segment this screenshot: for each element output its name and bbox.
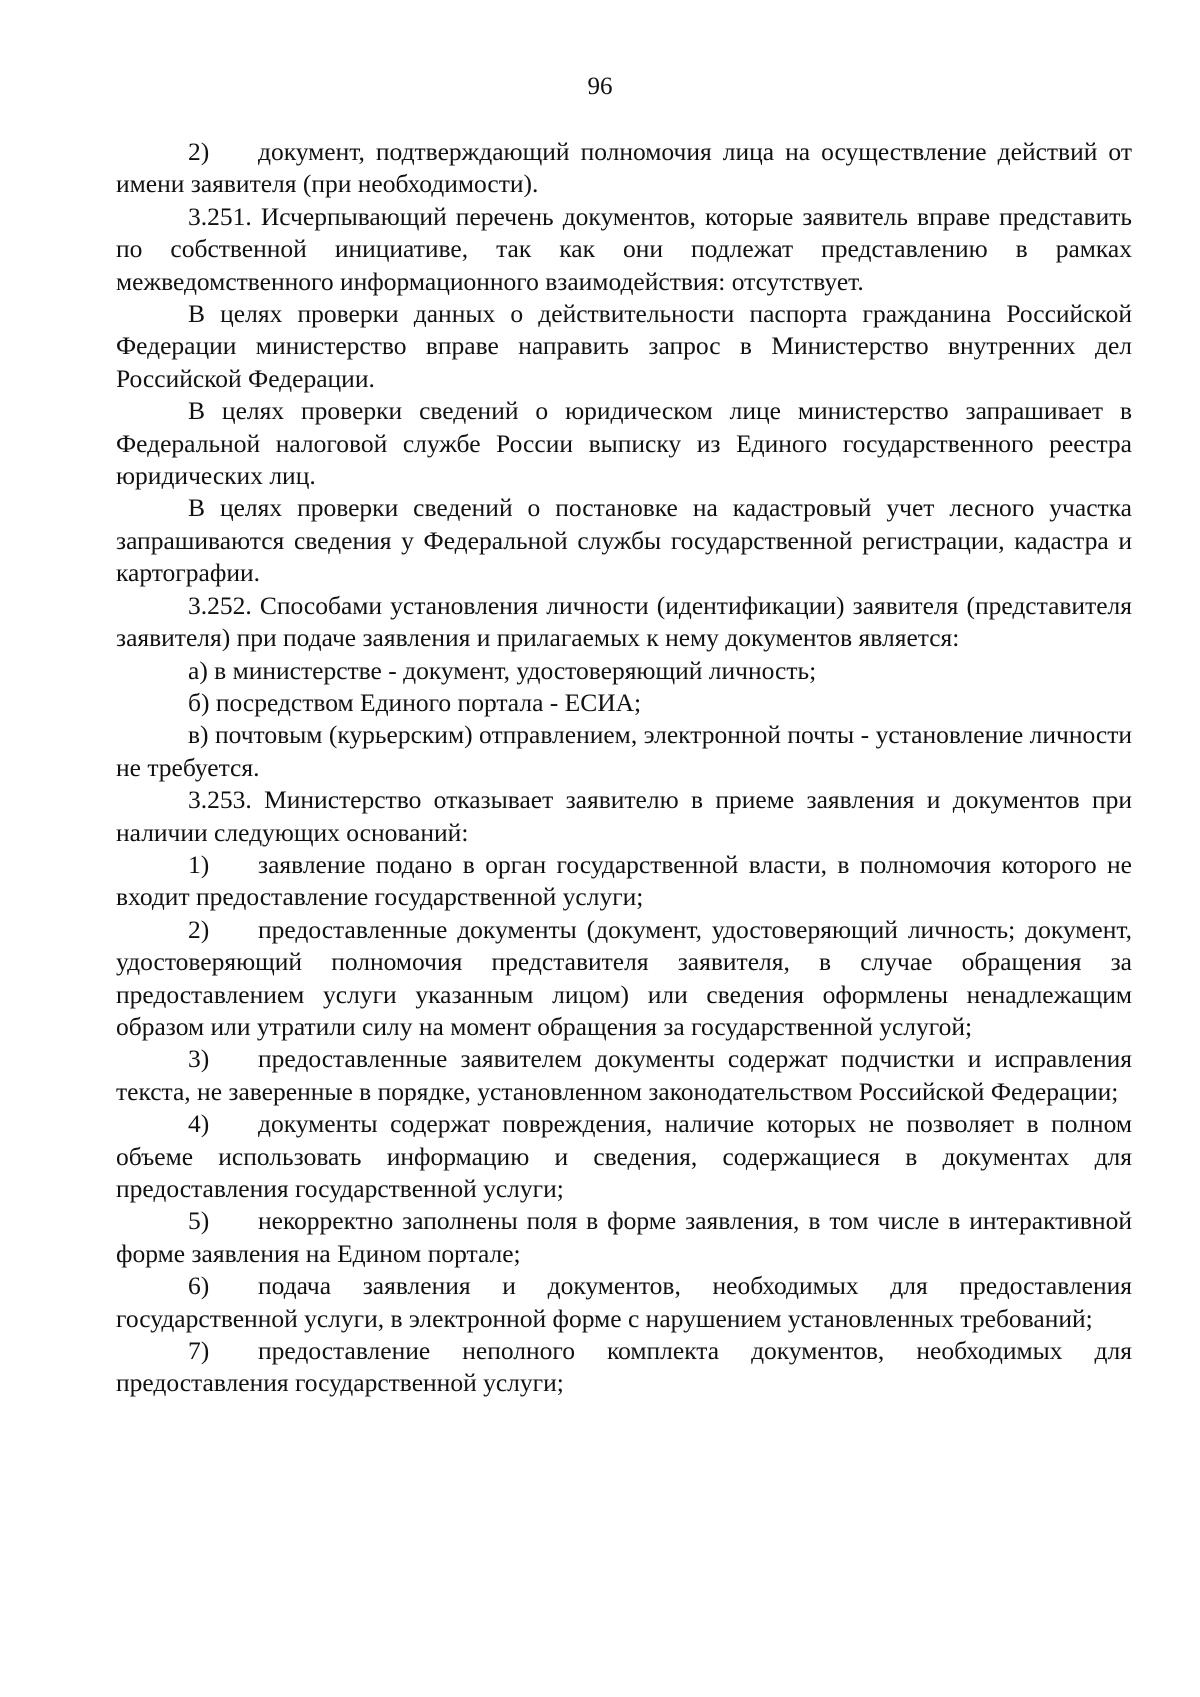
paragraph bbox=[116, 687, 1132, 719]
paragraph-text: В целях проверки данных о действительности паспорта гражданина Российской Федерации министерство вправе направить запрос в Министерство внутренних дел Российской Федерации. bbox=[116, 299, 1132, 393]
item-number: 7) bbox=[188, 1336, 210, 1366]
paragraph-text: 3.253. Министерство отказывает заявителю в приеме заявления и документов при наличии следующих оснований: bbox=[116, 785, 1132, 847]
paragraph bbox=[116, 298, 1132, 395]
list-item-paragraph bbox=[116, 1043, 1132, 1108]
item-number: 2) bbox=[188, 914, 210, 944]
paragraph-text: в) почтовым (курьерским) отправлением, электронной почты - установление личности не требуется. bbox=[116, 720, 1132, 782]
paragraph bbox=[116, 395, 1132, 492]
list-item-paragraph bbox=[116, 914, 1132, 1044]
list-item-paragraph bbox=[116, 849, 1132, 914]
paragraph bbox=[116, 492, 1132, 589]
item-number: 1) bbox=[188, 849, 210, 879]
paragraph-text: документ, подтверждающий полномочия лица на осуществление действий от имени заявителя (при необходимости). bbox=[116, 137, 1132, 199]
list-item-paragraph bbox=[116, 1205, 1132, 1270]
item-number: 5) bbox=[188, 1206, 210, 1236]
paragraph-text: 3.252. Способами установления личности (идентификации) заявителя (представителя заявителя) при подаче заявления и прилагаемых к нему документов является: bbox=[116, 590, 1132, 653]
paragraph-text: а) в министерстве - документ, удостоверяющий личность; bbox=[188, 655, 817, 685]
item-number: 3) bbox=[188, 1044, 210, 1074]
paragraph-text: б) посредством Единого портала - ЕСИА; bbox=[188, 687, 642, 717]
paragraph bbox=[116, 784, 1132, 849]
item-number: 2) bbox=[188, 137, 210, 166]
list-item-paragraph bbox=[116, 1335, 1132, 1400]
paragraph-text: 3.251. Исчерпывающий перечень документов, которые заявитель вправе представить по собственной инициативе, так как они подлежат представлению в рамках межведомственного информационного взаимодействия: отсутствует. bbox=[116, 201, 1132, 296]
paragraph-text: В целях проверки сведений о постановке на кадастровый учет лесного участка запрашиваются сведения у Федеральной службы государственной регистрации, кадастра и картографии. bbox=[116, 493, 1132, 588]
paragraph-text: В целях проверки сведений о юридическом лице министерство запрашивает в Федеральной налоговой службе России выписку из Единого государственного реестра юридических лиц. bbox=[116, 396, 1132, 491]
paragraph-text: заявление подано в орган государственной власти, в полномочия которого не входит предоставление государственной услуги; bbox=[116, 849, 1132, 912]
paragraph bbox=[116, 719, 1132, 784]
paragraph-text: подача заявления и документов, необходимых для предоставления государственной услуги, в электронной форме с нарушением установленных требований; bbox=[116, 1271, 1132, 1333]
list-item-paragraph bbox=[116, 1270, 1132, 1335]
paragraph bbox=[116, 590, 1132, 655]
list-item-paragraph bbox=[116, 1108, 1132, 1205]
paragraph-text: предоставленные документы (документ, удостоверяющий личность; документ, удостоверяющий полномочия представителя заявителя, в случае обращения за предоставлением услуги указанным лицом) или сведения оформлены ненадлежащим образом или утратили силу на момент обращения за государственной услугой; bbox=[116, 914, 1132, 1041]
paragraph bbox=[116, 201, 1132, 298]
paragraph-text: документы содержат повреждения, наличие которых не позволяет в полном объеме использовать информацию и сведения, содержащиеся в документах для предоставления государственной услуги; bbox=[116, 1109, 1132, 1203]
paragraph bbox=[116, 655, 1132, 687]
item-number: 6) bbox=[188, 1271, 210, 1301]
document-body bbox=[116, 136, 1132, 1400]
page-number: 96 bbox=[587, 73, 613, 100]
paragraph-text: некорректно заполнены поля в форме заявления, в том числе в интерактивной форме заявления на Едином портале; bbox=[116, 1206, 1132, 1268]
paragraph-text: предоставленные заявителем документы содержат подчистки и исправления текста, не заверенные в порядке, установленном законодательством Российской Федерации; bbox=[116, 1044, 1132, 1106]
paragraph-text: предоставление неполного комплекта документов, необходимых для предоставления государственной услуги; bbox=[116, 1336, 1132, 1398]
item-number: 4) bbox=[188, 1109, 210, 1139]
list-item-paragraph bbox=[116, 136, 1132, 201]
